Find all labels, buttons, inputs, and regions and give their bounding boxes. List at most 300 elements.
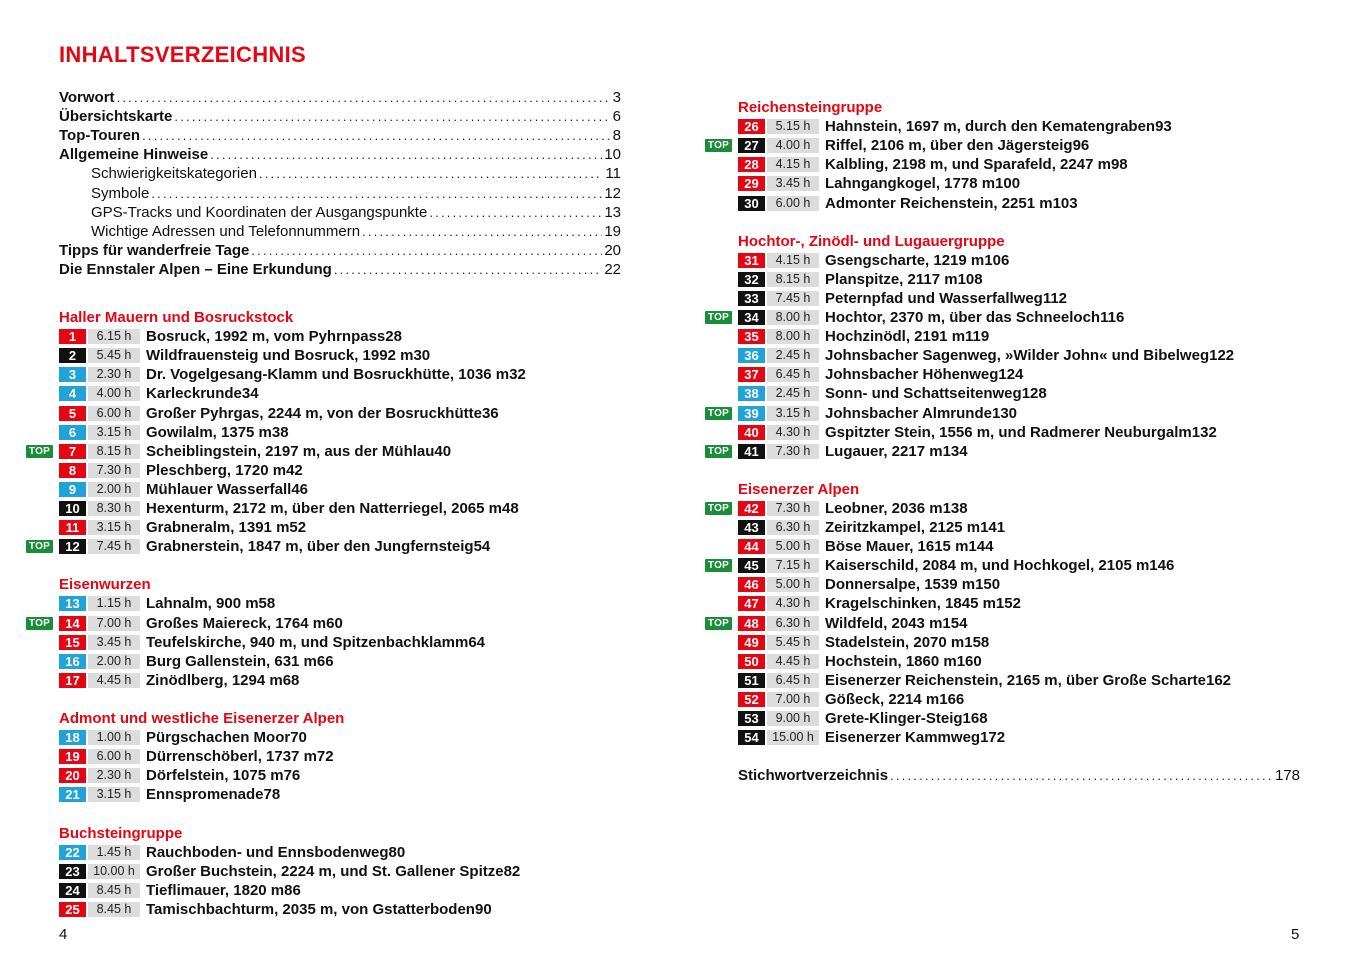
tour-name: Johnsbacher Sagenweg, »Wilder John« und Bibelweg: [825, 347, 1210, 365]
toc-entry-page: 8: [612, 127, 621, 145]
tour-duration: 2.30 h: [88, 768, 140, 783]
tour-name: Hexenturm, 2172 m, über den Natterriegel, 2065 m: [146, 500, 502, 518]
tour-number: 4: [59, 386, 86, 401]
leader-dots: [429, 203, 602, 222]
tour-duration: 2.00 h: [88, 654, 140, 669]
section-gap: [59, 556, 621, 575]
section-title: Reichensteingruppe: [738, 99, 883, 116]
tour-page: 108: [957, 270, 983, 288]
tour-entry[interactable]: [707, 308, 1300, 327]
tour-number: 46: [738, 577, 765, 592]
tour-entry[interactable]: [59, 480, 621, 499]
tour-entry[interactable]: [59, 327, 621, 346]
tour-page: 154: [942, 614, 968, 632]
tour-number: 52: [738, 692, 765, 707]
tour-name: Großer Pyhrgas, 2244 m, von der Bosruckhütte: [146, 404, 482, 422]
toc-entry[interactable]: [59, 260, 621, 279]
tour-duration: 15.00 h: [767, 730, 819, 745]
section-title: Haller Mauern und Bosruckstock: [59, 309, 294, 327]
tour-entry[interactable]: [707, 442, 1300, 461]
tour-entry[interactable]: [59, 404, 621, 423]
tour-name: Kalbling, 2198 m, und Sparafeld, 2247 m: [825, 156, 1111, 174]
tour-number: 26: [738, 119, 765, 134]
tour-number: 19: [59, 749, 86, 764]
toc-entry[interactable]: [59, 203, 621, 222]
tour-page: 96: [1072, 137, 1090, 155]
toc-entry-title: Vorwort: [59, 89, 115, 107]
toc-entry-title: Top-Touren: [59, 127, 141, 145]
tour-name: Lugauer, 2217 m: [825, 442, 943, 460]
toc-entry-title: GPS-Tracks und Koordinaten der Ausgangspunkte: [91, 203, 428, 221]
tour-duration: 6.30 h: [767, 616, 819, 631]
tour-number: 42: [738, 501, 765, 516]
page-title: INHALTSVERZEICHNIS: [59, 42, 307, 67]
tour-number: 40: [738, 425, 765, 440]
section-gap: [738, 88, 1300, 98]
tour-entry[interactable]: [707, 136, 1300, 155]
tour-name: Lahngangkogel, 1778 m: [825, 175, 996, 193]
tour-page: 116: [1100, 309, 1125, 327]
section-gap: [738, 747, 1300, 766]
tour-entry[interactable]: [59, 862, 621, 881]
toc-entry[interactable]: [59, 164, 621, 183]
tour-page: 28: [385, 328, 402, 346]
tour-page: 166: [939, 690, 965, 708]
tour-number: 18: [59, 730, 86, 745]
toc-entry[interactable]: [59, 183, 621, 202]
tour-entry[interactable]: [59, 594, 621, 613]
tour-entry[interactable]: [738, 594, 1300, 613]
tour-page: 160: [956, 652, 982, 670]
tour-page: 106: [984, 251, 1010, 269]
tour-duration: 8.45 h: [88, 883, 140, 898]
tour-entry[interactable]: [738, 652, 1300, 671]
tour-entry[interactable]: [28, 537, 621, 556]
tour-name: Lahnalm, 900 m: [146, 595, 259, 613]
tour-page: 122: [1209, 347, 1235, 365]
tour-page: 48: [501, 500, 519, 518]
tour-number: 15: [59, 635, 86, 650]
section-title: Buchsteingruppe: [59, 824, 183, 842]
tour-page: 138: [942, 500, 968, 518]
tour-entry[interactable]: [738, 633, 1300, 652]
tour-number: 27: [738, 138, 765, 153]
tour-duration: 6.00 h: [88, 406, 140, 421]
top-tour-badge: TOP: [705, 407, 732, 420]
top-tour-badge: TOP: [26, 617, 53, 630]
tour-name: Grete-Klinger-Steig: [825, 710, 963, 728]
tour-entry[interactable]: [59, 365, 621, 384]
tour-number: 14: [59, 616, 86, 631]
tour-name: Wildfrauensteig und Bosruck, 1992 m: [146, 347, 414, 365]
tour-duration: 5.45 h: [767, 635, 819, 650]
tour-duration: 1.15 h: [88, 596, 140, 611]
tour-page: 60: [326, 614, 343, 632]
tour-number: 7: [59, 444, 86, 459]
toc-entry[interactable]: [59, 88, 621, 107]
leader-dots: [151, 184, 602, 203]
tour-entry[interactable]: [738, 117, 1300, 136]
tour-entry[interactable]: [738, 537, 1300, 556]
tour-page: 98: [1110, 156, 1128, 174]
tour-duration: 6.45 h: [767, 367, 819, 382]
toc-entry-title: Allgemeine Hinweise: [59, 146, 209, 164]
tour-page: 128: [1021, 385, 1047, 403]
tour-name: Hochzinödl, 2191 m: [825, 328, 966, 346]
tour-entry[interactable]: [738, 728, 1300, 747]
toc-entry[interactable]: [59, 145, 621, 164]
tour-name: Böse Mauer, 1615 m: [825, 538, 969, 556]
tour-entry[interactable]: [59, 518, 621, 537]
tour-name: Dr. Vogelgesang-Klamm und Bosruckhütte, 1036 m: [146, 366, 510, 384]
tour-duration: 5.00 h: [767, 539, 819, 554]
tour-page: 130: [991, 404, 1018, 422]
section-gap: [59, 279, 621, 298]
tour-name: Kragelschinken, 1845 m: [825, 595, 996, 613]
tour-number: 29: [738, 176, 765, 191]
tour-number: 39: [738, 406, 765, 421]
tour-entry[interactable]: [738, 251, 1300, 270]
tour-page: 66: [316, 652, 334, 670]
tour-number: 36: [738, 348, 765, 363]
section-title: Eisenwurzen: [59, 576, 151, 594]
tour-number: 54: [738, 730, 765, 745]
leader-dots: [362, 222, 602, 241]
tour-page: 112: [1042, 289, 1068, 307]
tour-name: Gowilalm, 1375 m: [146, 423, 272, 441]
tour-page: 32: [509, 366, 526, 384]
toc-entry-title: Tipps für wanderfreie Tage: [59, 241, 250, 259]
tour-number: 38: [738, 386, 765, 401]
tour-entry[interactable]: [59, 671, 621, 690]
tour-duration: 4.15 h: [767, 157, 819, 172]
tour-duration: 6.30 h: [767, 520, 819, 535]
tour-name: Mühlauer Wasserfall: [146, 480, 292, 498]
tour-page: 42: [286, 461, 303, 479]
top-tour-badge: TOP: [705, 617, 732, 630]
tour-entry[interactable]: [59, 766, 621, 785]
tour-number: 32: [738, 272, 765, 287]
tour-entry[interactable]: [59, 652, 621, 671]
tour-number: 34: [738, 310, 765, 325]
leader-dots: [117, 88, 611, 107]
page-number-right: 5: [1291, 926, 1300, 943]
toc-entry-title: Stichwortverzeichnis: [738, 767, 889, 785]
tour-duration: 4.30 h: [767, 596, 819, 611]
tour-name: Riffel, 2106 m, über den Jägersteig: [825, 137, 1073, 155]
tour-number: 47: [738, 596, 765, 611]
toc-entry-page: 10: [604, 146, 621, 164]
tour-number: 24: [59, 883, 86, 898]
tour-name: Gößeck, 2214 m: [825, 690, 940, 708]
top-tour-badge: TOP: [705, 445, 732, 458]
tour-number: 5: [59, 406, 86, 421]
tour-page: 78: [263, 786, 281, 804]
tour-entry[interactable]: [707, 404, 1300, 423]
tour-duration: 3.15 h: [88, 520, 140, 535]
tour-number: 33: [738, 291, 765, 306]
tour-duration: 8.45 h: [88, 902, 140, 917]
tour-entry[interactable]: [707, 556, 1300, 575]
tour-duration: 6.00 h: [88, 749, 140, 764]
tour-name: Pleschberg, 1720 m: [146, 461, 287, 479]
tour-duration: 8.15 h: [88, 444, 140, 459]
toc-entry[interactable]: [59, 222, 621, 241]
toc-entry-page: 20: [604, 241, 621, 259]
toc-entry-page: 12: [604, 184, 621, 202]
tour-entry[interactable]: [59, 423, 621, 442]
tour-name: Gsengscharte, 1219 m: [825, 251, 985, 269]
tour-duration: 3.15 h: [767, 406, 819, 421]
tour-page: 150: [975, 576, 1001, 594]
tour-duration: 7.45 h: [88, 539, 140, 554]
toc-entry-page: 13: [604, 203, 621, 221]
toc-entry-title: Schwierigkeitskategorien: [91, 165, 257, 183]
tour-name: Rauchboden- und Ennsbodenweg: [146, 843, 389, 861]
tour-number: 50: [738, 654, 765, 669]
tour-number: 48: [738, 616, 765, 631]
tour-page: 93: [1155, 118, 1172, 136]
tour-number: 49: [738, 635, 765, 650]
tour-entry[interactable]: [738, 423, 1300, 442]
tour-name: Johnsbacher Höhenweg: [825, 366, 999, 384]
tour-duration: 3.15 h: [88, 425, 140, 440]
tour-entry[interactable]: [707, 614, 1300, 633]
tour-number: 11: [59, 520, 86, 535]
tour-name: Ennspromenade: [146, 786, 264, 804]
tour-duration: 7.30 h: [767, 501, 819, 516]
tour-name: Pürgschachen Moor: [146, 729, 291, 747]
tour-page: 82: [503, 862, 521, 880]
tour-page: 46: [291, 480, 309, 498]
tour-page: 72: [316, 748, 334, 766]
top-tour-badge: TOP: [705, 559, 732, 572]
tour-entry[interactable]: [738, 193, 1300, 212]
tour-page: 134: [942, 442, 968, 460]
tour-name: Kaiserschild, 2084 m, und Hochkogel, 2105 m: [825, 557, 1150, 575]
tour-name: Planspitze, 2117 m: [825, 270, 958, 288]
top-tour-badge: TOP: [26, 540, 53, 553]
leader-dots: [210, 145, 602, 164]
tour-name: Hochstein, 1860 m: [825, 652, 957, 670]
tour-name: Peternpfad und Wasserfallweg: [825, 289, 1043, 307]
tour-duration: 3.15 h: [88, 787, 140, 802]
tour-entry[interactable]: [59, 900, 621, 919]
tour-number: 12: [59, 539, 86, 554]
tour-entry[interactable]: [59, 461, 621, 480]
tour-name: Sonn- und Schattseitenweg: [825, 385, 1022, 403]
tour-name: Zeiritzkampel, 2125 m: [825, 519, 981, 537]
tour-entry[interactable]: [738, 365, 1300, 384]
tour-duration: 7.30 h: [767, 444, 819, 459]
tour-number: 21: [59, 787, 86, 802]
tour-page: 54: [473, 538, 491, 556]
toc-entry-page: 11: [605, 165, 621, 183]
tour-page: 152: [995, 595, 1021, 613]
tour-entry[interactable]: [738, 384, 1300, 403]
toc-entry[interactable]: [59, 126, 621, 145]
toc-entry[interactable]: [59, 241, 621, 260]
page-number-left: 4: [59, 926, 68, 943]
tour-entry[interactable]: [738, 346, 1300, 365]
toc-entry-page: 22: [604, 260, 621, 278]
toc-entry-title: Symbole: [91, 184, 150, 202]
tour-duration: 3.45 h: [767, 176, 819, 191]
tour-page: 64: [468, 633, 486, 651]
tour-page: 34: [241, 385, 259, 403]
tour-duration: 7.15 h: [767, 558, 819, 573]
tour-page: 38: [271, 423, 289, 441]
tour-name: Dörfelstein, 1075 m: [146, 767, 284, 785]
tour-entry[interactable]: [59, 747, 621, 766]
tour-number: 44: [738, 539, 765, 554]
tour-page: 168: [962, 710, 988, 728]
tour-page: 103: [1052, 194, 1078, 212]
tour-duration: 6.00 h: [767, 196, 819, 211]
tour-entry[interactable]: [738, 709, 1300, 728]
section-title: Admont und westliche Eisenerzer Alpen: [59, 710, 345, 727]
tour-duration: 10.00 h: [88, 864, 140, 879]
tour-entry[interactable]: [707, 499, 1300, 518]
tour-duration: 2.45 h: [767, 348, 819, 363]
tour-page: 124: [998, 366, 1024, 384]
tour-entry[interactable]: [738, 289, 1300, 308]
tour-number: 13: [59, 596, 86, 611]
section-gap: [59, 298, 621, 308]
tour-number: 37: [738, 367, 765, 382]
tour-entry[interactable]: [59, 384, 621, 403]
tour-entry[interactable]: [28, 614, 621, 633]
tour-duration: 6.15 h: [88, 329, 140, 344]
tour-name: Grabnerstein, 1847 m, über den Jungfernsteig: [146, 538, 474, 556]
tour-name: Zinödlberg, 1294 m: [146, 671, 283, 689]
top-tour-badge: TOP: [705, 311, 732, 324]
tour-name: Admonter Reichenstein, 2251 m: [825, 194, 1053, 212]
tour-number: 30: [738, 196, 765, 211]
tour-entry[interactable]: [59, 633, 621, 652]
tour-number: 2: [59, 348, 86, 363]
tour-page: 58: [258, 595, 276, 613]
tour-page: 100: [995, 175, 1021, 193]
tour-number: 51: [738, 673, 765, 688]
tour-duration: 8.00 h: [767, 329, 819, 344]
toc-entry[interactable]: [738, 766, 1300, 785]
tour-page: 76: [283, 767, 301, 785]
tour-name: Großer Buchstein, 2224 m, und St. Gallener Spitze: [146, 862, 504, 880]
toc-entry[interactable]: [59, 107, 621, 126]
tour-page: 90: [474, 900, 492, 918]
tour-duration: 2.45 h: [767, 386, 819, 401]
tour-number: 31: [738, 253, 765, 268]
tour-number: 25: [59, 902, 86, 917]
tour-entry[interactable]: [738, 327, 1300, 346]
toc-entry-page: 178: [1274, 767, 1300, 785]
tour-entry[interactable]: [59, 785, 621, 804]
tour-entry[interactable]: [59, 843, 621, 862]
leader-dots: [251, 241, 602, 260]
tour-entry[interactable]: [738, 518, 1300, 537]
tour-name: Bosruck, 1992 m, vom Pyhrnpass: [146, 328, 386, 346]
tour-duration: 5.45 h: [88, 348, 140, 363]
tour-number: 45: [738, 558, 765, 573]
tour-number: 16: [59, 654, 86, 669]
toc-entry-page: 3: [612, 89, 621, 107]
tour-duration: 5.00 h: [767, 577, 819, 592]
tour-name: Leobner, 2036 m: [825, 500, 943, 518]
tour-entry[interactable]: [738, 690, 1300, 709]
tour-number: 3: [59, 367, 86, 382]
toc-entry-title: Übersichtskarte: [59, 108, 173, 126]
tour-entry[interactable]: [28, 442, 621, 461]
tour-page: 52: [289, 519, 307, 537]
tour-name: Scheiblingstein, 2197 m, aus der Mühlau: [146, 442, 435, 460]
tour-duration: 8.15 h: [767, 272, 819, 287]
section-gap: [59, 804, 621, 823]
toc-entry-page: 19: [604, 222, 621, 240]
tour-duration: 1.00 h: [88, 730, 140, 745]
section-gap: [738, 461, 1300, 480]
tour-page: 162: [1206, 671, 1232, 689]
tour-name: Eisenerzer Kammweg: [825, 729, 981, 747]
tour-entry[interactable]: [738, 671, 1300, 690]
tour-duration: 4.30 h: [767, 425, 819, 440]
tour-name: Wildfeld, 2043 m: [825, 614, 943, 632]
tour-entry[interactable]: [59, 881, 621, 900]
tour-duration: 7.30 h: [88, 463, 140, 478]
tour-entry[interactable]: [59, 499, 621, 518]
tour-entry[interactable]: [738, 155, 1300, 174]
tour-page: 68: [282, 671, 300, 689]
leader-dots: [259, 164, 604, 183]
section-title: Eisenerzer Alpen: [738, 480, 860, 498]
tour-name: Johnsbacher Almrunde: [825, 404, 992, 422]
tour-entry[interactable]: [738, 270, 1300, 289]
tour-number: 9: [59, 482, 86, 497]
tour-name: Hahnstein, 1697 m, durch den Kematengraben: [825, 118, 1156, 136]
leader-dots: [142, 126, 611, 145]
tour-page: 146: [1149, 557, 1175, 575]
tour-duration: 3.45 h: [88, 635, 140, 650]
tour-number: 35: [738, 329, 765, 344]
tour-duration: 4.15 h: [767, 253, 819, 268]
tour-number: 23: [59, 864, 86, 879]
tour-page: 132: [1191, 423, 1217, 441]
tour-name: Donnersalpe, 1539 m: [825, 576, 976, 594]
tour-number: 1: [59, 329, 86, 344]
tour-number: 53: [738, 711, 765, 726]
tour-page: 40: [434, 442, 452, 460]
leader-dots: [334, 260, 602, 279]
tour-duration: 8.30 h: [88, 501, 140, 516]
top-tour-badge: TOP: [705, 139, 732, 152]
tour-name: Tamischbachturm, 2035 m, von Gstatterboden: [146, 900, 475, 918]
section-gap: [59, 690, 621, 709]
tour-page: 144: [968, 538, 994, 556]
tour-name: Dürrenschöberl, 1737 m: [146, 748, 317, 766]
tour-page: 119: [965, 328, 990, 346]
tour-page: 86: [284, 881, 301, 899]
tour-name: Karleckrunde: [146, 385, 242, 403]
tour-duration: 1.45 h: [88, 845, 140, 860]
tour-name: Grabneralm, 1391 m: [146, 519, 290, 537]
tour-entry[interactable]: [738, 575, 1300, 594]
tour-entry[interactable]: [59, 346, 621, 365]
tour-duration: 4.45 h: [767, 654, 819, 669]
tour-entry[interactable]: [59, 728, 621, 747]
tour-duration: 4.45 h: [88, 673, 140, 688]
tour-name: Teufelskirche, 940 m, und Spitzenbachklamm: [146, 633, 469, 651]
tour-entry[interactable]: [738, 174, 1300, 193]
